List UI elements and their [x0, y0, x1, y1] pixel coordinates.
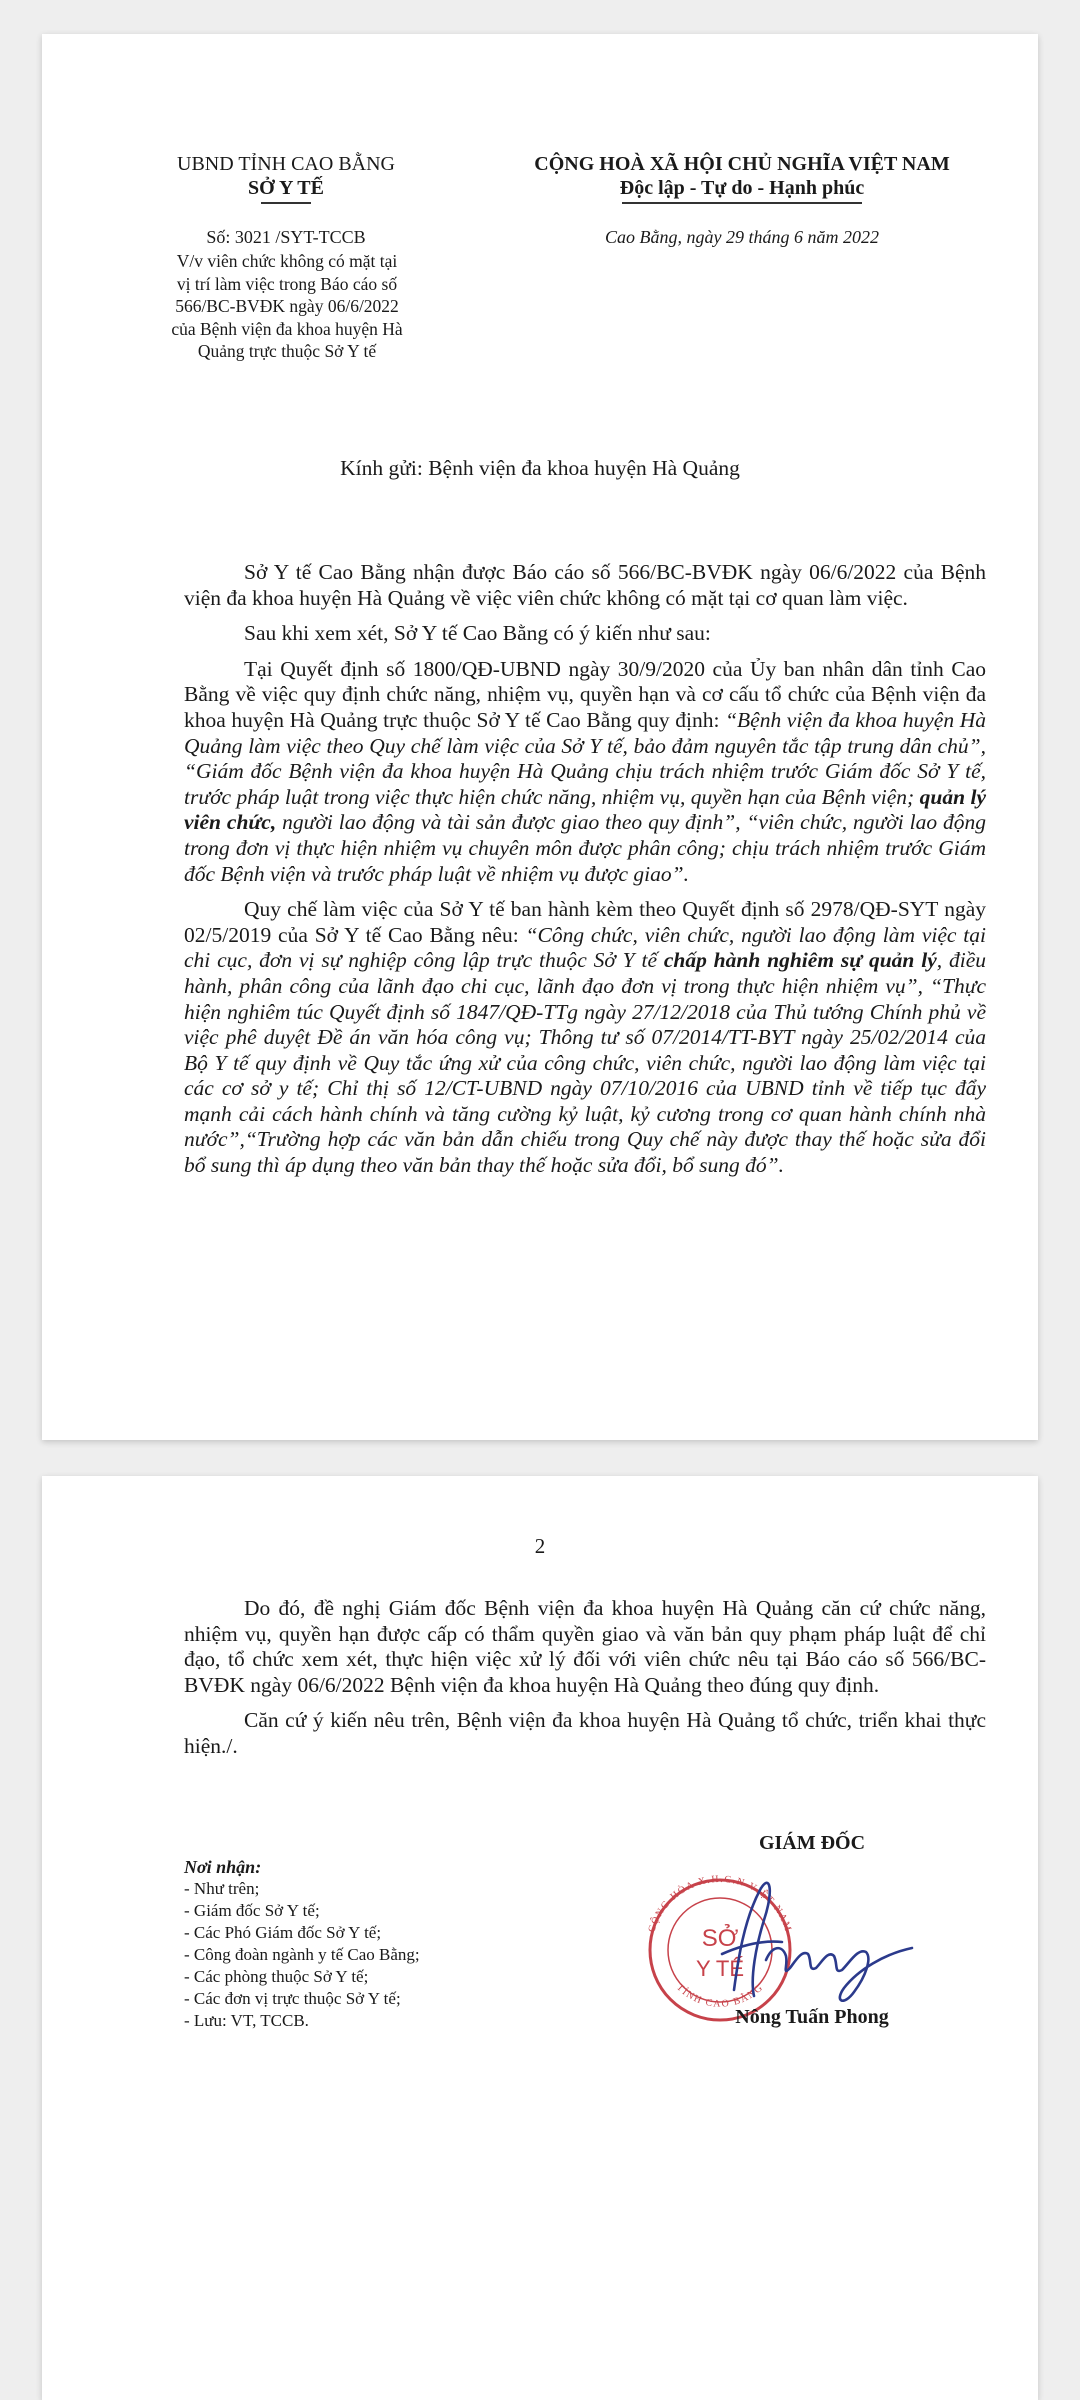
seal-ring-bottom-text: TỈNH CAO BẰNG — [674, 1981, 766, 2010]
paragraph-4-quote-2: , điều hành, phân công của lãnh đạo chi cục, lãnh đạo đơn vị trong thực hiện nhiệm vụ”, “Thực hiện nghiêm túc Quyết định số 1847/QĐ-TTg ngày 27/12/2018 của Thủ tướng Chính phủ về việc phê duyệt Đề án văn hóa công vụ; Thông tư số 07/2014/TT-BYT ngày 25/02/2014 của Bộ Y tế quy định về Quy tắc ứng xử của công chức, viên chức, người lao động làm việc tại các cơ sở y tế; Chỉ thị số 12/CT-UBND ngày 07/10/2016 của UBND tỉnh về tiếp tục đẩy mạnh cải cách hành chính và tăng cường kỷ luật, kỷ cương trong cơ quan hành chính nhà nước”,“Trường hợp các văn bản dẫn chiếu trong Quy chế này được thay thế hoặc sửa đổi bổ sung thì áp dụng theo văn bản thay thế hoặc sửa đổi, bổ sung đó”. — [184, 948, 986, 1178]
recipient-item: - Các Phó Giám đốc Sở Y tế; — [184, 1923, 382, 1942]
paragraph-4-quote-1: “Công chức, viên chức, người lao động làm việc tại chi cục, đơn vị sự nghiệp công lập trực thuộc Sở Y tế — [184, 922, 986, 973]
paragraph-4-emphasis: chấp hành nghiêm sự quản lý — [663, 948, 937, 973]
org-line-1: UBND TỈNH CAO BẰNG — [177, 153, 395, 175]
paragraph-5: Do đó, đề nghị Giám đốc Bệnh viện đa khoa huyện Hà Quảng căn cứ chức năng, nhiệm vụ, quyền hạn được cấp có thẩm quyền giao và văn bản quy phạm pháp luật để chỉ đạo, tổ chức xem xét, thực hiện việc xử lý đối với viên chức nêu tại Báo cáo số 566/BC-BVĐK ngày 06/6/2022 Bệnh viện đa khoa huyện Hà Quảng theo đúng quy định. — [184, 1596, 986, 1697]
signer-name: Nông Tuấn Phong — [735, 2006, 889, 2028]
paragraph-3-emphasis: quản lý viên chức, — [184, 784, 986, 835]
paragraph-3-quote-2: người lao động và tài sản được giao theo quy định”, “viên chức, người lao động trong đơn vị thực hiện nhiệm vụ chuyên môn được phân công; chịu trách nhiệm trước Giám đốc Bệnh viện và trước pháp luật về nhiệm vụ được giao”. — [184, 810, 986, 886]
greeting: Kính gửi: Bệnh viện đa khoa huyện Hà Quảng — [340, 456, 740, 480]
paragraph-3-quote-1: “Bệnh viện đa khoa huyện Hà Quảng làm việc theo Quy chế làm việc của Sở Y tế, bảo đảm nguyên tắc tập trung dân chủ”, “Giám đốc Bệnh viện đa khoa huyện Hà Quảng chịu trách nhiệm trước Giám đốc Sở Y tế, trước pháp luật trong việc thực hiện chức năng, nhiệm vụ, quyền hạn của Bệnh viện; — [184, 707, 986, 809]
seal-center-line-1: SỞ — [701, 1925, 739, 1952]
national-motto — [472, 152, 1012, 204]
paragraph-1: Sở Y tế Cao Bằng nhận được Báo cáo số 566/BC-BVĐK ngày 06/6/2022 của Bệnh viện đa khoa huyện Hà Quảng về việc viên chức không có mặt tại cơ quan làm việc. — [184, 560, 986, 610]
doc-number: Số: 3021 /SYT-TCCB — [206, 227, 366, 247]
recipients-block — [184, 1856, 504, 2032]
recipient-item: - Công đoàn ngành y tế Cao Bằng; — [184, 1945, 420, 1964]
recipient-item: - Các phòng thuộc Sở Y tế; — [184, 1967, 369, 1986]
recipient-item: - Giám đốc Sở Y tế; — [184, 1901, 320, 1920]
seal-and-signature — [622, 1850, 932, 2030]
paragraph-4-intro: Quy chế làm việc của Sở Y tế ban hành kèm theo Quyết định số 2978/QĐ-SYT ngày 02/5/2019 của Sở Y tế Cao Bằng nêu: — [184, 897, 986, 947]
recipient-item: - Như trên; — [184, 1879, 260, 1898]
document-page-1 — [42, 34, 1038, 1440]
motto-underline — [622, 202, 862, 204]
handwritten-signature-icon — [722, 1883, 912, 2001]
seal-ring-top-text: CỘNG HÒA X.H.C.N VIỆT NAM — [646, 1873, 794, 1934]
recipient-item: - Lưu: VT, TCCB. — [184, 2011, 309, 2030]
body-page-2 — [184, 1596, 986, 1770]
body-page-1 — [184, 560, 986, 1189]
org-line-2: SỞ Y TẾ — [248, 177, 324, 199]
recipients-list — [184, 1878, 504, 2032]
paragraph-6: Căn cứ ý kiến nêu trên, Bệnh viện đa khoa huyện Hà Quảng tổ chức, triển khai thực hiện./. — [184, 1708, 986, 1758]
issuing-authority — [154, 152, 418, 204]
paragraph-3-intro: Tại Quyết định số 1800/QĐ-UBND ngày 30/9/2020 của Ủy ban nhân dân tỉnh Cao Bằng về việc quy định chức năng, nhiệm vụ, quyền hạn và cơ cấu tổ chức của Bệnh viện đa khoa huyện Hà Quảng trực thuộc Sở Y tế Cao Bằng quy định: — [184, 656, 986, 732]
place-date: Cao Bằng, ngày 29 tháng 6 năm 2022 — [605, 227, 879, 247]
seal-center-line-2: Y TẾ — [695, 1956, 745, 1981]
paragraph-2: Sau khi xem xét, Sở Y tế Cao Bằng có ý kiến như sau: — [244, 621, 711, 646]
signer-title: GIÁM ĐỐC — [758, 1832, 866, 1854]
recipient-item: - Các đơn vị trực thuộc Sở Y tế; — [184, 1989, 401, 2008]
paragraph-4 — [184, 897, 986, 1179]
nation-line-1: CỘNG HOÀ XÃ HỘI CHỦ NGHĨA VIỆT NAM — [534, 153, 950, 175]
recipients-title: Nơi nhận: — [184, 1857, 262, 1877]
subject-line: V/v viên chức không có mặt tại vị trí làm việc trong Báo cáo số 566/BC-BVĐK ngày 06/6/2022 của Bệnh viện đa khoa huyện Hà Quảng trực thuộc Sở Y tế — [171, 251, 403, 361]
official-seal-icon — [646, 1874, 793, 2020]
paragraph-3 — [184, 657, 986, 887]
org-underline — [261, 202, 311, 204]
page-number: 2 — [534, 1534, 546, 1558]
nation-line-2: Độc lập - Tự do - Hạnh phúc — [619, 177, 865, 199]
document-page-2 — [42, 1476, 1038, 2400]
